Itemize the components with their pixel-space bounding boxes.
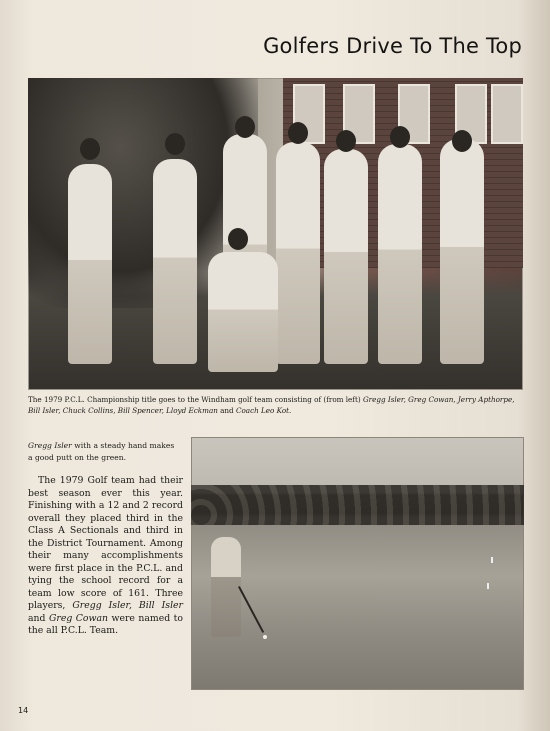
team-member-head (390, 126, 410, 148)
coach-head (228, 228, 248, 250)
team-member-figure (68, 164, 112, 364)
page-number: 14 (18, 706, 29, 715)
article-text-part2: were named to the all P.C.L. Team. (28, 612, 184, 636)
team-member-head (80, 138, 100, 160)
team-member-figure (153, 159, 197, 364)
team-member-figure (276, 142, 320, 364)
team-member-head (452, 130, 472, 152)
coach-figure (208, 252, 278, 372)
team-member-figure (440, 139, 484, 364)
team-photo (28, 78, 523, 390)
putter (238, 586, 264, 633)
golfer-figure (211, 537, 241, 637)
article-join: and (28, 612, 49, 624)
flag-marker (491, 557, 493, 563)
putt-caption-text: with a steady hand makes a good putt on the green. (28, 441, 175, 462)
team-member-head (235, 116, 255, 138)
caption-coach: Coach Leo Kot. (235, 406, 292, 415)
article-player-names: Gregg Isler, Bill Isler (72, 600, 183, 611)
caption-player-names: Gregg Isler, Greg Cowan, Jerry Apthorpe, Bill Isler, Chuck Collins, Bill Spencer, Lloyd Eckman (28, 395, 515, 415)
team-member-head (288, 122, 308, 144)
treeline (191, 485, 524, 525)
putting-green-photo (191, 437, 524, 690)
article-text-part1: The 1979 Golf team had their best season ever this year. Finishing with a 12 and 2 record overall they placed third in the Class A Sectionals and third in the District Tournament. Among their many accomplishments were first place in the P.C.L. and tying the school record for a team low score of 161. Three players, (28, 475, 183, 611)
team-member-figure (378, 144, 422, 364)
putt-caption-name: Gregg Isler (28, 441, 72, 450)
caption-join: and (217, 406, 236, 415)
article-body (28, 475, 183, 638)
team-member-figure (324, 149, 368, 364)
page-headline: Golfers Drive To The Top (263, 34, 522, 58)
caption-lead: The 1979 P.C.L. Championship title goes to the Windham golf team consisting of (from left) (28, 395, 363, 404)
team-member-head (336, 130, 356, 152)
golf-ball (263, 635, 267, 639)
putt-photo-caption (28, 440, 178, 463)
team-member-head (165, 133, 185, 155)
article-player-last: Greg Cowan (48, 612, 108, 624)
team-photo-caption (28, 394, 524, 416)
building-window (491, 84, 523, 144)
flag-marker (487, 583, 489, 589)
